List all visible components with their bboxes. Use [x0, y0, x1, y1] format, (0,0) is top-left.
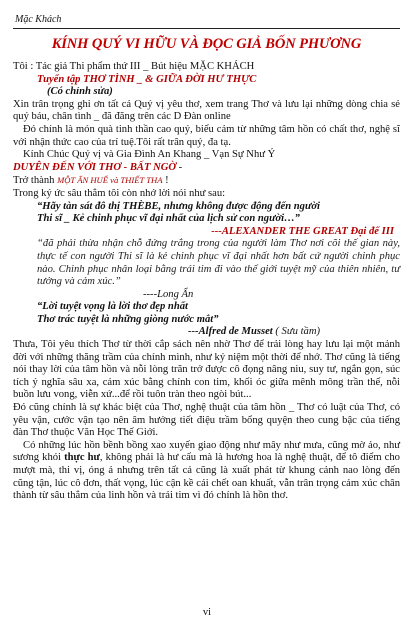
author-line: Tôi : Tác giả Thi phẩm thứ III _ Bút hiệu MẶC KHÁCH: [13, 61, 255, 72]
quote-musset-attribution: [13, 326, 400, 339]
page-title: KÍNH QUÝ VI HỮU VÀ ĐỌC GIẢ BỐN PHƯƠNG: [51, 36, 362, 52]
duyen-line: [13, 162, 400, 175]
musset-name: ---Alfred de Musset: [187, 326, 273, 338]
tro-thanh-emphasis: MỘT ẨN HUẾ và THIẾT THA: [57, 175, 163, 186]
memory-line: Trong ký ức sâu thẳm tôi còn nhớ lời nói như sau:: [13, 187, 226, 199]
para6-emphasis: thực hư: [64, 452, 100, 464]
para6-end: , không phải là hư cấu mà là hương hoa là nghệ thuật, để tô điểm cho mượt mà, thi vị, óng ả nhưng trên tất cả cũng là xuất phát từ khung cảnh nao lòng đến cũng tận, lúc cô đơn, thất vọng, lúc cận kề cái chết oan khuất, vẫn trân trọng cảm xúc chân thành từ sâu thẳm của linh hồn và trái tim vì đó chính là hồn thơ.: [13, 452, 400, 502]
quote-alexander-line2: Thi sĩ _ Kẻ chinh phục vĩ đại nhất của lịch sử con người…”: [37, 213, 300, 225]
paragraph-soul-of-poetry: [13, 440, 400, 503]
revised-note: (Có chỉnh sửa): [47, 86, 113, 98]
tro-thanh-suffix: !: [162, 175, 169, 187]
para6-start: Có những lúc hồn bềnh bồng xao xuyến giao động như mây như mưa, cũng mờ ảo, như sương khói: [13, 439, 400, 464]
quote-musset-line1: “Lời tuyệt vọng là lời thơ đẹp nhất: [37, 301, 188, 313]
running-header: Mặc Khách: [15, 14, 62, 25]
quote-long-an: “đã phải thừa nhận chỗ đứng trắng trong của người làm Thơ nơi cõi thế gian này, thực tế con người Thi sĩ là kẻ chinh phục vĩ đại nhất hơn bất cứ người chinh phục nào. Chinh phục nhân loại bằng trái tim đi vào thế giới tuyệt mỹ của thiên nhiên, tư tưởng và cảm xúc.”: [37, 238, 400, 288]
paragraph-gift: Đó chính là món quà tinh thần cao quý, biểu cảm từ những tâm hồn có chất thơ, nghệ sĩ với nhận thức cao của trí tuệ.Tôi rất trân quý, đa tạ.: [13, 123, 400, 148]
header-divider: [13, 28, 400, 29]
paragraph-thanks: Xin trân trọng ghi ơn tất cả Quý vị yêu thơ, xem trang Thơ và lưu lại những dòng chia sẻ quý báu, chân tình _ đã đăng trên các D Đàn online: [13, 98, 400, 123]
duyen-heading: DUYÊN ĐẾN VỚI THƠ - BẤT NGỜ: [13, 161, 177, 173]
page-number: vi: [202, 607, 212, 618]
quote-alexander-attribution: ---ALEXANDER THE GREAT Đại đế III: [211, 225, 394, 237]
tro-thanh-line: [13, 174, 400, 188]
paragraph-love-of-poetry: Thưa, Tôi yêu thích Thơ từ thời cắp sách nên nhờ Thơ để trải lòng hay lưu lại một mảnh đời với những thăng trầm của chính mình, như ký niệm một thời để nhớ. Thơ cũng là tiếng nói thay lời của tâm hồn và nỗi lòng trăn trở được cô đọng nâng niu, suy tư, ngắn gọn, súc tích ý nghĩa sâu xa, cảm xúc bằng chính con tim, khối óc giữa mênh mông trần thế, nỗi buồn lưu vong, viễn xứ...để rồi tuôn tràn theo ngòi bút...: [13, 339, 400, 401]
tro-thanh-prefix: Trở thành: [13, 175, 58, 187]
quote-alexander-line1: “Hãy tàn sát đô thị THÈBE, nhưng không được động đến người: [37, 200, 320, 212]
quote-long-an-attribution: ----Long Ẩn: [143, 288, 194, 300]
collection-line: Tuyển tập THƠ TÌNH _ & GIỮA ĐỜI HƯ THỰC: [37, 73, 257, 85]
quote-musset-line2: Thơ trác tuyệt là những giòng nước mắt”: [37, 313, 219, 325]
musset-source: ( Sưu tầm): [272, 326, 320, 338]
duyen-dash: -: [176, 161, 183, 173]
paragraph-art-of-soul: Đó cũng chính là sự khác biệt của Thơ, nghệ thuật của tâm hồn _ Thơ có luật của Thơ, có yêu vận, cước vận tạo nên âm hưởng tiết điệu trầm bổng quyện theo cung bậc của tiếng đàn Thơ thuộc Văn Học Thế Giới.: [13, 402, 400, 439]
paragraph-wishes: Kính Chúc Quý vị và Gia Đình An Khang _ Vạn Sự Như Ý: [23, 149, 276, 161]
